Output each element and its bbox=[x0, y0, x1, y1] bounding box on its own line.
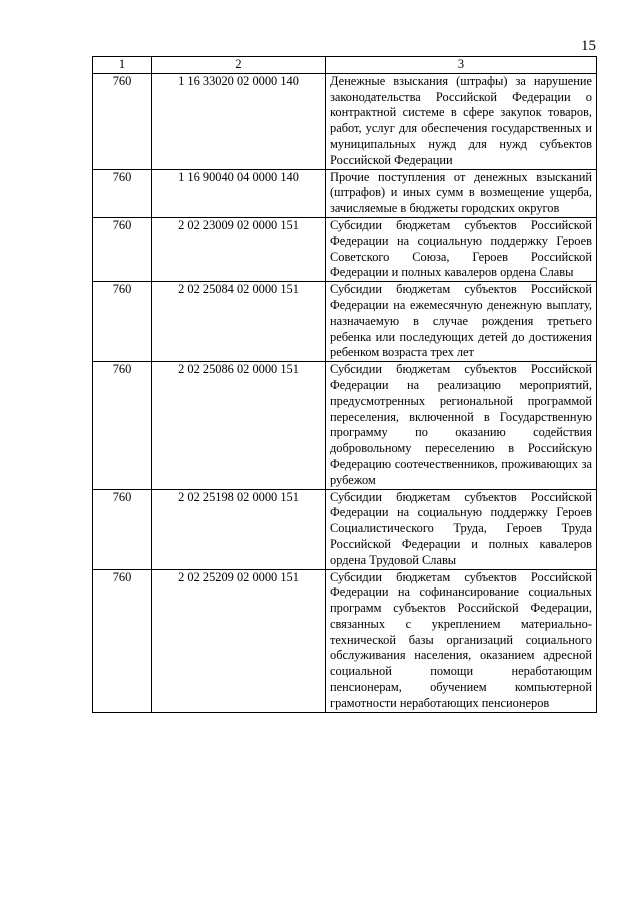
column-header-1: 1 bbox=[93, 57, 152, 74]
revenue-name-cell: Субсидии бюджетам субъектов Российской Федерации на реализацию мероприятий, предусмотренных региональной программой переселения, включенной в Государственную программу по оказанию содействия добровольному переселению в Российскую Федерацию соотечественников, проживающих за рубежом bbox=[326, 362, 597, 489]
revenue-name-cell: Денежные взыскания (штрафы) за нарушение законодательства Российской Федерации о контрактной системе в сфере закупок товаров, работ, услуг для обеспечения государственных и муниципальных нужд для нужд субъектов Российской Федерации bbox=[326, 73, 597, 169]
revenue-name-cell: Прочие поступления от денежных взысканий (штрафов) и иных сумм в возмещение ущерба, зачисляемые в бюджеты городских округов bbox=[326, 169, 597, 217]
table-header-row bbox=[93, 57, 597, 74]
page-number: 15 bbox=[581, 38, 596, 54]
budget-classification-code-cell: 1 16 90040 04 0000 140 bbox=[152, 169, 326, 217]
budget-classification-code-cell: 2 02 23009 02 0000 151 bbox=[152, 217, 326, 281]
table-row bbox=[93, 569, 597, 712]
table-row bbox=[93, 217, 597, 281]
table-row bbox=[93, 489, 597, 569]
budget-classification-code-cell: 2 02 25198 02 0000 151 bbox=[152, 489, 326, 569]
admin-code-cell: 760 bbox=[93, 73, 152, 169]
budget-classification-code-cell: 1 16 33020 02 0000 140 bbox=[152, 73, 326, 169]
revenue-name-cell: Субсидии бюджетам субъектов Российской Федерации на ежемесячную денежную выплату, назначаемую в случае рождения третьего ребенка или последующих детей до достижения ребенком возраста трех лет bbox=[326, 282, 597, 362]
table-row bbox=[93, 169, 597, 217]
revenue-name-cell: Субсидии бюджетам субъектов Российской Федерации на социальную поддержку Героев Советского Союза, Героев Российской Федерации и полных кавалеров ордена Славы bbox=[326, 217, 597, 281]
table-row bbox=[93, 282, 597, 362]
budget-classification-code-cell: 2 02 25209 02 0000 151 bbox=[152, 569, 326, 712]
admin-code-cell: 760 bbox=[93, 362, 152, 489]
budget-revenue-table bbox=[92, 56, 597, 713]
revenue-name-cell: Субсидии бюджетам субъектов Российской Федерации на софинансирование социальных программ субъектов Российской Федерации, связанных с укреплением материально-технической базы организаций социального обслуживания населения, оказанием адресной социальной помощи неработающим пенсионерам, обучением компьютерной грамотности неработающих пенсионеров bbox=[326, 569, 597, 712]
admin-code-cell: 760 bbox=[93, 169, 152, 217]
table-row bbox=[93, 73, 597, 169]
budget-classification-code-cell: 2 02 25086 02 0000 151 bbox=[152, 362, 326, 489]
table-row bbox=[93, 362, 597, 489]
admin-code-cell: 760 bbox=[93, 217, 152, 281]
admin-code-cell: 760 bbox=[93, 282, 152, 362]
revenue-name-cell: Субсидии бюджетам субъектов Российской Федерации на социальную поддержку Героев Социалистического Труда, Героев Труда Российской Федерации и полных кавалеров ордена Трудовой Славы bbox=[326, 489, 597, 569]
admin-code-cell: 760 bbox=[93, 569, 152, 712]
column-header-3: 3 bbox=[326, 57, 597, 74]
column-header-2: 2 bbox=[152, 57, 326, 74]
admin-code-cell: 760 bbox=[93, 489, 152, 569]
budget-classification-code-cell: 2 02 25084 02 0000 151 bbox=[152, 282, 326, 362]
